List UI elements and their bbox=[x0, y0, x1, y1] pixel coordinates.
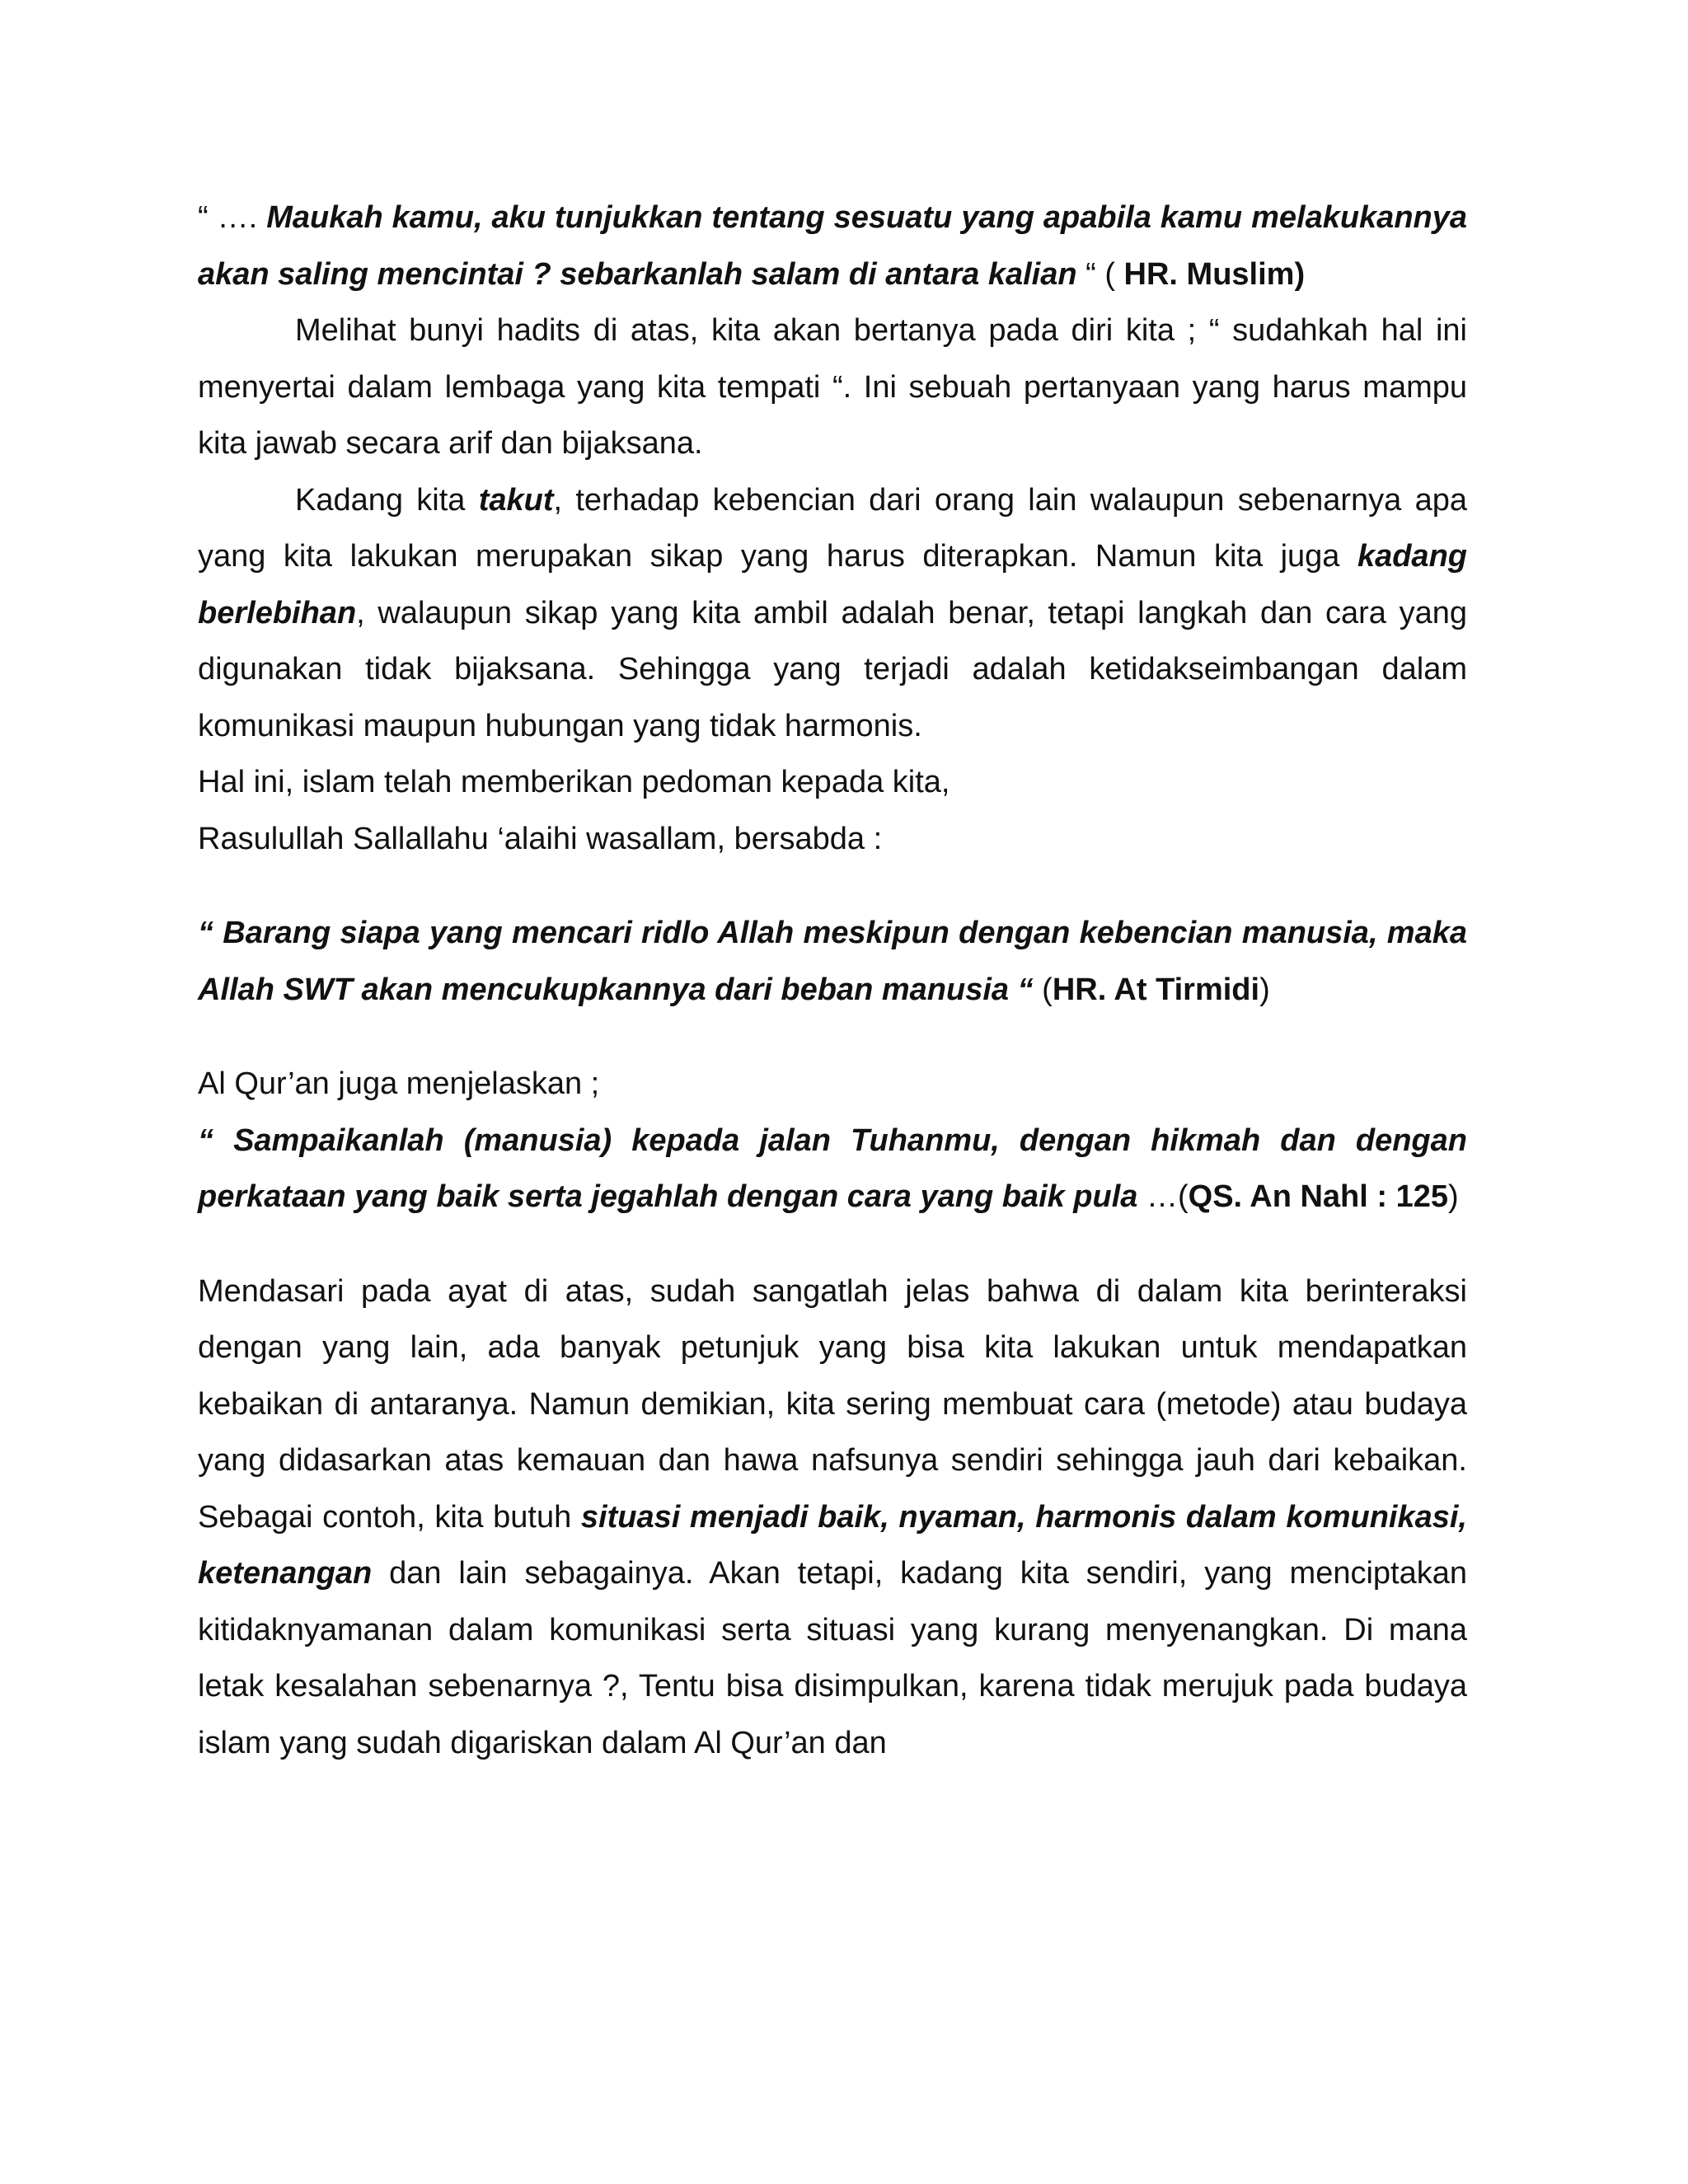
spacer bbox=[198, 1018, 1467, 1056]
hadith-quote-tirmidi: “ Barang siapa yang mencari ridlo Allah meskipun dengan kebencian manusia, maka Allah SWT akan mencukupkannya dari beban manusia “ (HR. At Tirmidi) bbox=[198, 916, 1467, 1007]
spacer bbox=[198, 1226, 1467, 1263]
hadith-source: HR. Muslim) bbox=[1123, 256, 1306, 292]
verse-source: QS. An Nahl : 125 bbox=[1188, 1179, 1448, 1214]
paragraph-quran-intro: Al Qur’an juga menjelaskan ; bbox=[198, 1066, 600, 1101]
paragraph-guidance: Hal ini, islam telah memberikan pedoman kepada kita, bbox=[198, 765, 950, 799]
paragraph-reflection: Melihat bunyi hadits di atas, kita akan bertanya pada diri kita ; “ sudahkah hal ini menyertai dalam lembaga yang kita tempati “. Ini sebuah pertanyaan yang harus mampu kita jawab secara arif dan bijaksana. bbox=[198, 313, 1467, 461]
spacer bbox=[198, 867, 1467, 905]
emphasis-takut: takut bbox=[478, 482, 554, 518]
hadith-source: HR. At Tirmidi bbox=[1052, 972, 1260, 1007]
emphasis-kadang-berlebihan: kadang berlebihan bbox=[198, 539, 1467, 630]
hadith-text: Maukah kamu, aku tunjukkan tentang sesuatu yang apabila kamu melakukannya akan saling mencintai ? sebarkanlah salam di antara kalian bbox=[198, 200, 1468, 292]
paragraph-rasulullah: Rasulullah Sallallahu ‘alaihi wasallam, bersabda : bbox=[198, 821, 883, 856]
document-page bbox=[198, 190, 1467, 1771]
quran-quote-an-nahl: “ Sampaikanlah (manusia) kepada jalan Tuhanmu, dengan hikmah dan dengan perkataan yang baik serta jegahlah dengan cara yang baik pula …(QS. An Nahl : 125) bbox=[198, 1122, 1467, 1214]
emphasis-situasi: situasi menjadi baik, nyaman, harmonis dalam komunikasi, ketenangan bbox=[198, 1499, 1467, 1591]
paragraph-fear: Kadang kita takut, terhadap kebencian dari orang lain walaupun sebenarnya apa yang kita lakukan merupakan sikap yang harus diterapkan. Namun kita juga kadang berlebihan, walaupun sikap yang kita ambil adalah benar, tetapi langkah dan cara yang digunakan tidak bijaksana. Sehingga yang terjadi adalah ketidakseimbangan dalam komunikasi maupun hubungan yang tidak harmonis. bbox=[198, 482, 1467, 743]
hadith-quote-muslim: “ …. Maukah kamu, aku tunjukkan tentang sesuatu yang apabila kamu melakukannya akan saling mencintai ? sebarkanlah salam di antara kalian “ ( HR. Muslim) bbox=[198, 200, 1468, 292]
verse-text: “ Sampaikanlah (manusia) kepada jalan Tuhanmu, dengan hikmah dan dengan perkataan yang baik serta jegahlah dengan cara yang baik pula bbox=[198, 1122, 1467, 1214]
paragraph-conclusion: Mendasari pada ayat di atas, sudah sangatlah jelas bahwa di dalam kita berinteraksi dengan yang lain, ada banyak petunjuk yang bisa kita lakukan untuk mendapatkan kebaikan di antaranya. Namun demikian, kita sering membuat cara (metode) atau budaya yang didasarkan atas kemauan dan hawa nafsunya sendiri sehingga jauh dari kebaikan. Sebagai contoh, kita butuh situasi menjadi baik, nyaman, harmonis dalam komunikasi, ketenangan dan lain sebagainya. Akan tetapi, kadang kita sendiri, yang menciptakan kitidaknyamanan dalam komunikasi serta situasi yang kurang menyenangkan. Di mana letak kesalahan sebenarnya ?, Tentu bisa disimpulkan, karena tidak merujuk pada budaya islam yang sudah digariskan dalam Al Qur’an dan bbox=[198, 1273, 1467, 1760]
hadith-text: “ Barang siapa yang mencari ridlo Allah meskipun dengan kebencian manusia, maka Allah SWT akan mencukupkannya dari beban manusia “ bbox=[198, 916, 1467, 1007]
